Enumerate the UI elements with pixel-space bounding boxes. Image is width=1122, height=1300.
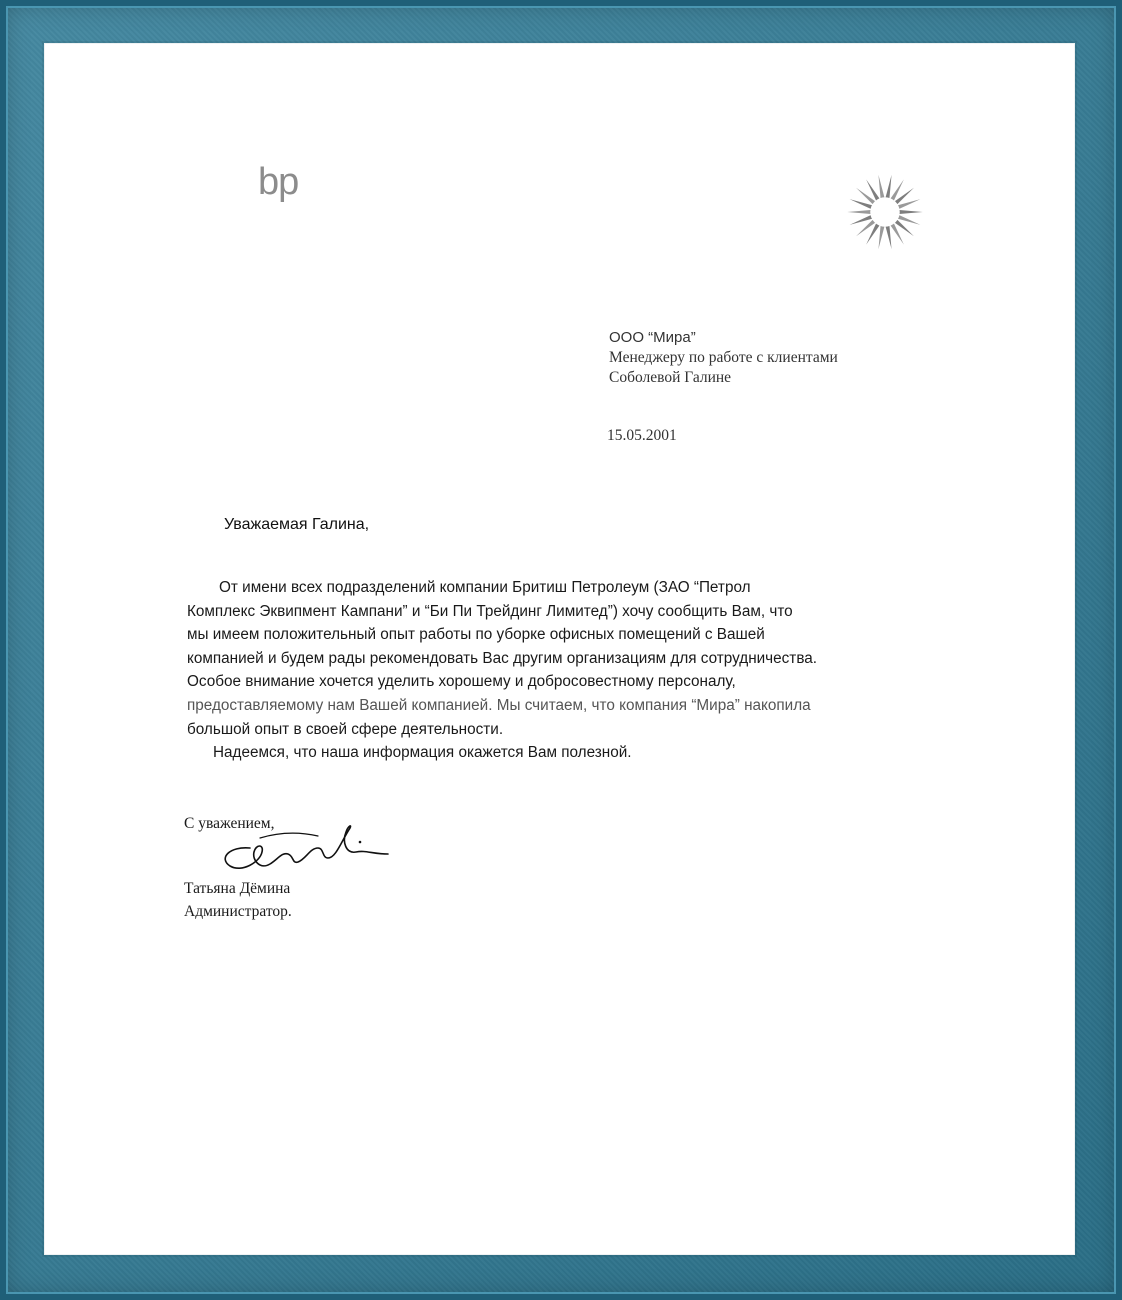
letter-page	[44, 43, 1075, 1255]
bp-helios-logo-icon	[844, 171, 926, 253]
closing: С уважением,	[184, 815, 275, 832]
signer-block	[184, 877, 292, 923]
helios-petal	[878, 224, 884, 249]
recipient-position: Менеджеру по работе с клиентами	[609, 349, 838, 366]
body-line: От имени всех подразделений компании Бритиш Петролеум (ЗАО “Петрол	[219, 579, 751, 596]
body-line: Особое внимание хочется уделить хорошему и добросовестному персоналу,	[187, 673, 736, 691]
recipient-name: Соболевой Галине	[609, 369, 732, 386]
handwritten-signature	[200, 818, 390, 878]
helios-petal	[847, 210, 872, 214]
recipient-company: ООО “Мира”	[609, 329, 696, 346]
greeting: Уважаемая Галина,	[224, 516, 370, 533]
recipient-address	[609, 328, 929, 388]
signer-title: Администратор.	[184, 903, 292, 920]
body-line: Надеемся, что наша информация окажется Вам полезной.	[213, 744, 632, 762]
signer-name: Татьяна Дёмина	[184, 880, 291, 897]
bp-logo-text: bp	[258, 161, 299, 203]
body-line: мы имеем положительный опыт работы по уборке офисных помещений с Вашей	[187, 626, 765, 644]
body-line: Комплекс Эквипмент Кампани” и “Би Пи Трейдинг Лимитед”) хочу сообщить Вам, что	[187, 602, 793, 620]
body-line: компанией и будем рады рекомендовать Вас другим организациям для сотрудничества.	[187, 649, 818, 667]
body-line: предоставляемому нам Вашей компанией. Мы считаем, что компания “Мира” накопила	[187, 696, 811, 714]
letter-body	[187, 576, 869, 765]
letter-date: 15.05.2001	[607, 427, 677, 444]
helios-petal	[878, 175, 884, 200]
helios-petal	[898, 210, 923, 214]
helios-petal	[885, 175, 891, 200]
helios-petal	[885, 224, 891, 249]
body-line: большой опыт в своей сфере деятельности.	[187, 720, 504, 738]
